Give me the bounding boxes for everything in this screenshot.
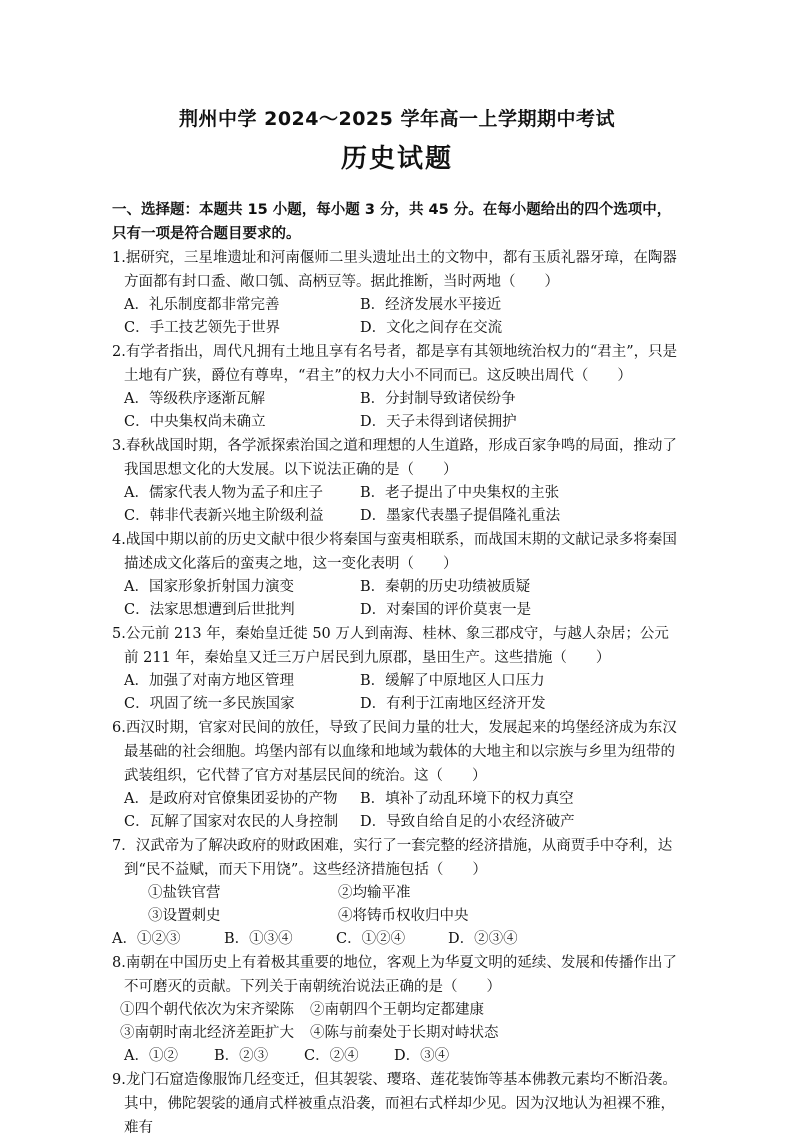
question-options: [112, 388, 682, 434]
question-6: [112, 716, 682, 834]
question-stem: 8.南朝在中国历史上有着极其重要的地位，客观上为华夏文明的延续、发展和传播作出了不可磨灭的贡献。下列关于南朝统治说法正确的是（ ）: [112, 955, 677, 995]
question-stem: 3.春秋战国时期，各学派探索治国之道和理想的人生道路，形成百家争鸣的局面，推动了我国思想文化的大发展。以下说法正确的是（ ）: [112, 438, 677, 478]
option-a: A．①②: [124, 1048, 178, 1064]
option-d: D．墨家代表墨子提倡隆礼重法: [360, 508, 561, 524]
question-5: [112, 622, 682, 716]
option-d: D．③④: [394, 1048, 450, 1064]
option-b: B．秦朝的历史功绩被质疑: [360, 579, 531, 595]
question-stem: 6.西汉时期，官家对民间的放任，导致了民间力量的壮大，发展起来的坞堡经济成为东汉最基础的社会细胞。坞堡内部有以血缘和地域为载体的大地主和以宗族与乡里为纽带的武装组织，它代替了官方对基层民间的统治。这（ ）: [112, 720, 677, 784]
exam-title: 荆州中学 2024～2025 学年高一上学期期中考试: [179, 108, 615, 130]
option-c: C．①②④: [336, 931, 406, 947]
question-options: [112, 482, 682, 528]
item-4: ④将铸币权收归中央: [338, 908, 469, 924]
question-2: [112, 340, 682, 434]
option-c: C．巩固了统一多民族国家: [124, 696, 295, 712]
option-a: A．等级秩序逐渐瓦解: [124, 391, 265, 407]
option-c: C．②④: [304, 1048, 359, 1064]
item-1: ①四个朝代依次为宋齐梁陈: [120, 1002, 294, 1018]
question-stem: 4.战国中期以前的历史文献中很少将秦国与蛮夷相联系，而战国末期的文献记录多将秦国描述成文化落后的蛮夷之地，这一变化表明（ ）: [112, 532, 677, 572]
item-2: ②均输平准: [338, 885, 411, 901]
option-d: D．导致自给自足的小农经济破产: [360, 814, 575, 830]
option-d: D．②③④: [448, 931, 518, 947]
question-stem: 9.龙门石窟造像服饰几经变迁，但其袈裟、璎珞、莲花装饰等基本佛教元素均不断沿袭。其中，佛陀袈裟的通肩式样被重点沿袭，而袒右式样却少见。因为汉地认为袒裸不雅，难有: [112, 1072, 677, 1136]
option-d: D．对秦国的评价莫衷一是: [360, 602, 532, 618]
option-c: C．手工技艺领先于世界: [124, 320, 281, 336]
exam-content: [112, 198, 682, 1140]
question-options: [112, 294, 682, 340]
option-a: A．加强了对南方地区管理: [124, 673, 294, 689]
option-d: D．文化之间存在交流: [360, 320, 503, 336]
question-4: [112, 528, 682, 622]
item-3: ③南朝时南北经济差距扩大: [120, 1025, 294, 1041]
option-b: B．填补了动乱环境下的权力真空: [360, 791, 574, 807]
option-c: C．中央集权尚未确立: [124, 414, 266, 430]
question-items: [112, 882, 682, 928]
question-options: [112, 928, 682, 951]
item-2: ②南朝四个王朝均定都建康: [310, 1002, 484, 1018]
option-b: B．分封制导致诸侯纷争: [360, 391, 516, 407]
option-b: B．②③: [214, 1048, 269, 1064]
option-a: A．是政府对官僚集团妥协的产物: [124, 791, 338, 807]
question-stem: 2.有学者指出，周代凡拥有土地且享有名号者，都是享有其领地统治权力的“君主”，只是土地有广狭，爵位有尊卑，“君主”的权力大小不同而已。这反映出周代（ ）: [112, 344, 678, 384]
question-options: [112, 670, 682, 716]
question-stem: 5.公元前 213 年，秦始皇迁徙 50 万人到南海、桂林、象三郡戍守，与越人杂居；公元前 211 年，秦始皇又迁三万户居民到九原郡，垦田生产。这些措施（ ）: [112, 626, 669, 666]
item-3: ③设置刺史: [148, 908, 221, 924]
option-c: C．瓦解了国家对农民的人身控制: [124, 814, 339, 830]
section-heading: 一、选择题：本题共 15 小题，每小题 3 分，共 45 分。在每小题给出的四个选项中，只有一项是符合题目要求的。: [112, 202, 672, 242]
exam-subject-title: 历史试题: [340, 144, 453, 174]
option-b: B．经济发展水平接近: [360, 297, 502, 313]
question-items: [112, 999, 682, 1045]
question-options: [112, 576, 682, 622]
option-a: A．礼乐制度都非常完善: [124, 297, 280, 313]
question-1: [112, 246, 682, 340]
option-a: A．国家形象折射国力演变: [124, 579, 294, 595]
question-3: [112, 434, 682, 528]
question-stem: 1.据研究，三星堆遗址和河南偃师二里头遗址出土的文物中，都有玉质礼器牙璋，在陶器方面都有封口盉、敞口瓠、高柄豆等。据此推断，当时两地（ ）: [112, 250, 677, 290]
option-a: A．①②③: [112, 931, 181, 947]
option-a: A．儒家代表人物为孟子和庄子: [124, 485, 323, 501]
option-d: D．有利于江南地区经济开发: [360, 696, 546, 712]
question-8: [112, 951, 682, 1068]
option-b: B．老子提出了中央集权的主张: [360, 485, 560, 501]
question-options: [112, 1045, 682, 1068]
option-d: D．天子未得到诸侯拥护: [360, 414, 517, 430]
item-1: ①盐铁官营: [148, 885, 221, 901]
option-c: C．韩非代表新兴地主阶级利益: [124, 508, 324, 524]
question-options: [112, 788, 682, 834]
question-stem: 7．汉武帝为了解决政府的财政困难，实行了一套完整的经济措施，从商贾手中夺利，达到“民不益赋，而天下用饶”。这些经济措施包括（ ）: [112, 838, 673, 878]
option-b: B．缓解了中原地区人口压力: [360, 673, 545, 689]
item-4: ④陈与前秦处于长期对峙状态: [310, 1025, 499, 1041]
question-7: [112, 834, 682, 951]
question-9: [112, 1068, 682, 1140]
option-c: C．法家思想遭到后世批判: [124, 602, 295, 618]
option-b: B．①③④: [224, 931, 293, 947]
